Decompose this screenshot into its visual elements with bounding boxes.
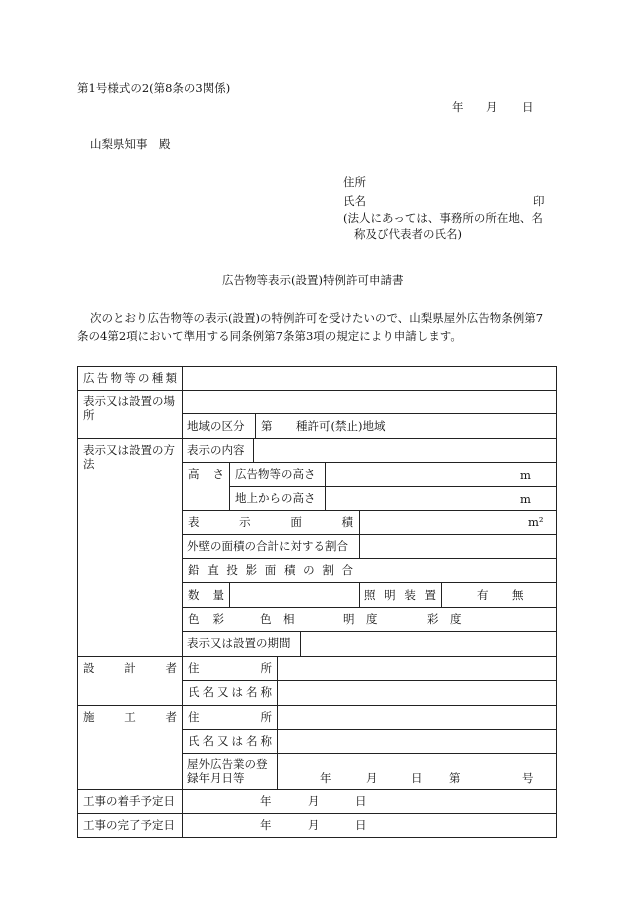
row-divider [182,558,557,559]
row-divider [182,413,557,414]
area-value-suffix: 種許可(禁止)地域 [296,419,386,433]
intro-line2: 条の4第2項において準用する同条例第7条第3項の規定により申請します。 [77,329,462,343]
content-label: 表示の内容 [187,443,245,457]
table-border-left [77,366,78,838]
reg-number-suffix: 号 [522,771,534,785]
area-value-prefix: 第 [261,419,273,433]
intro-line1: 次のとおり広告物等の表示(設置)の特例許可を受けたいので、山梨県屋外広告物条例第7 [90,311,544,325]
label-column-divider [182,366,183,838]
period-label: 表示又は設置の期間 [187,636,291,650]
wall-ratio-label: 外壁の面積の合計に対する割合 [187,539,348,553]
row-divider [182,582,557,583]
end-year: 年 [260,818,272,832]
document-title: 広告物等表示(設置)特例許可申請書 [222,273,404,287]
designer-name-label: 氏 名 又 は 名 称 [188,685,272,699]
ground-height-unit: m [520,492,531,506]
lighting-label: 照 明 装 置 [364,588,436,602]
row-divider [229,486,557,487]
row-divider [182,534,557,535]
start-year: 年 [260,794,272,808]
col-divider [253,438,254,462]
date-month: 月 [486,100,498,114]
col-divider [300,631,301,656]
applicant-note-line1: (法人にあっては、事務所の所在地、名 [343,211,543,225]
end-day: 日 [355,818,367,832]
applicant-note-line2: 称及び代表者の氏名) [354,227,462,241]
col-divider [277,705,278,789]
designer-label: 設 計 者 [83,661,177,675]
row-divider [77,438,557,439]
date-day: 日 [522,100,534,114]
table-border-bottom [77,837,557,838]
display-area-unit: m² [528,515,544,529]
reg-year: 年 [320,771,332,785]
row-divider [77,789,557,790]
row-divider [77,813,557,814]
saturation-label: 彩 度 [427,612,462,626]
constructor-name-label: 氏 名 又 は 名 称 [188,734,272,748]
col-divider [359,510,360,558]
row-divider [182,510,557,511]
end-date-label: 工事の完了予定日 [83,818,175,832]
row-divider [77,656,557,657]
end-month: 月 [308,818,320,832]
reg-month: 月 [366,771,378,785]
col-divider [325,462,326,510]
date-year: 年 [452,100,464,114]
sign-height-label: 広告物等の高さ [235,467,316,481]
brightness-label: 明 度 [343,612,378,626]
reg-number-prefix: 第 [449,771,461,785]
start-day: 日 [355,794,367,808]
col-divider [255,413,256,438]
lighting-no: 無 [512,588,524,602]
ground-height-label: 地上からの高さ [235,491,316,505]
reg-day: 日 [411,771,423,785]
designer-address-label: 住 所 [188,661,272,675]
color-label: 色 彩 [188,612,224,626]
row-divider [182,607,557,608]
row-divider [77,705,557,706]
start-date-label: 工事の着手予定日 [83,794,175,808]
row-divider [182,729,557,730]
constructor-address-label: 住 所 [188,710,272,724]
row-divider [182,680,557,681]
area-label: 地域の区分 [187,419,245,433]
table-border-right [556,366,557,838]
method-label: 表示又は設置の方法 [83,443,175,471]
table-border-top [77,366,557,367]
col-divider [441,582,442,607]
col-divider [277,656,278,705]
registration-label: 屋外広告業の登録年月日等 [187,757,268,785]
col-divider [229,462,230,510]
hue-label: 色 相 [260,612,295,626]
row-divider [182,631,557,632]
seal-mark: 印 [533,194,545,208]
location-label: 表示又は設置の場所 [83,394,175,422]
form-number: 第1号様式の2(第8条の3関係) [77,81,231,95]
constructor-label: 施 工 者 [83,710,177,724]
row-divider [77,390,557,391]
col-divider [359,582,360,607]
height-label: 高 さ [188,467,224,481]
kind-label: 広 告 物 等 の 種 類 [83,371,177,385]
addressee: 山梨県知事 殿 [90,137,171,151]
vertical-ratio-label: 鉛 直 投 影 面 積 の 割 合 [188,563,353,577]
row-divider [182,462,557,463]
col-divider [229,582,230,607]
lighting-yes: 有 [477,588,489,602]
applicant-address-label: 住所 [343,175,366,189]
quantity-label: 数 量 [188,588,224,602]
start-month: 月 [308,794,320,808]
sign-height-unit: m [520,468,531,482]
applicant-name-label: 氏名 [343,194,366,208]
display-area-label: 表 示 面 積 [188,515,353,529]
row-divider [182,753,557,754]
